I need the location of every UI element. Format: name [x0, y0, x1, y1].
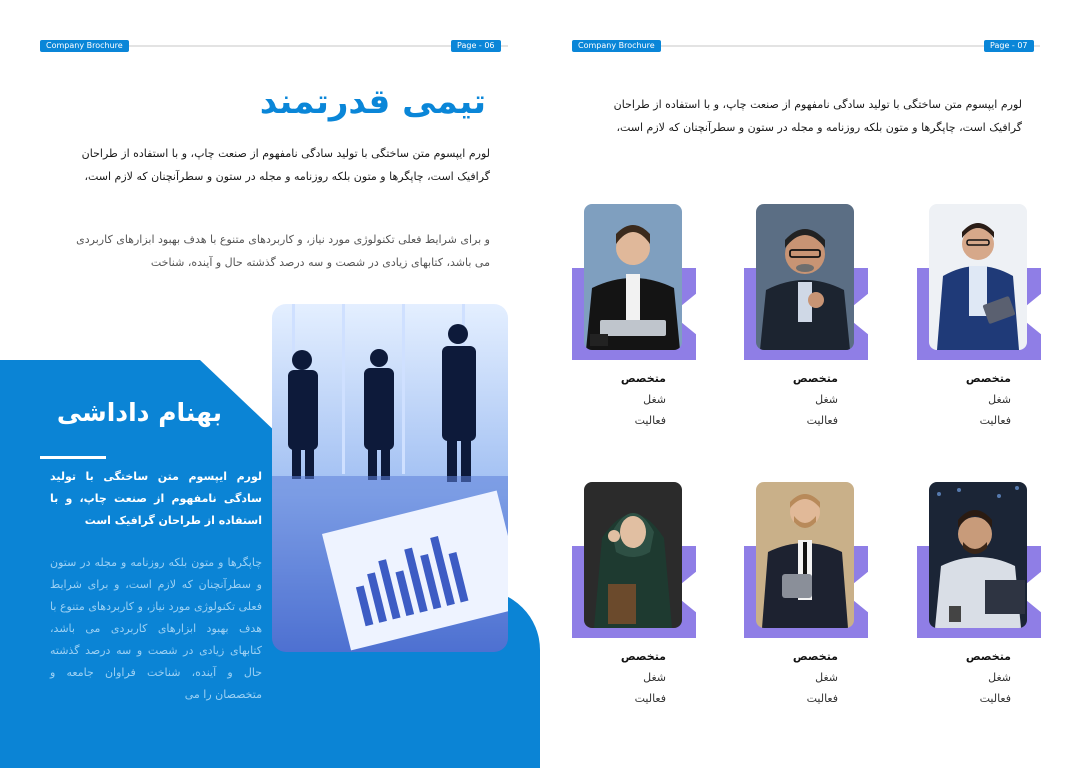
member-role: متخصص: [965, 372, 1011, 385]
man-beard-suit-photo-icon: [756, 482, 854, 628]
profile-name: بهنام داداشی: [56, 398, 222, 427]
intro-paragraph: لورم ایپسوم متن ساختگی با تولید سادگی نامفهوم از صنعت چاپ، و با استفاده از طراحان گرافیک است، چاپگرها و متون بلکه روزنامه و مجله در ستون و سطرآنچنان که لازم است،: [81, 147, 490, 183]
member-photo: [756, 482, 854, 628]
profile-summary: لورم ایپسوم متن ساختگی با تولید سادگی نامفهوم از صنعت چاپ، و با استفاده از طراحان گرافیک است: [50, 470, 262, 527]
member-job: شغل: [988, 671, 1011, 684]
member-photo: [929, 482, 1027, 628]
member-role: متخصص: [792, 650, 838, 663]
team-member-card: [917, 482, 1041, 722]
member-activity: فعالیت: [979, 692, 1011, 705]
member-photo: [584, 204, 682, 350]
intro-paragraph: لورم ایپسوم متن ساختگی با تولید سادگی نامفهوم از صنعت چاپ، و با استفاده از طراحان گرافیک است، چاپگرها و متون بلکه روزنامه و مجله در ستون و سطرآنچنان که لازم است،: [613, 98, 1022, 134]
member-job: شغل: [643, 393, 666, 406]
member-activity: فعالیت: [634, 414, 666, 427]
member-activity: فعالیت: [634, 692, 666, 705]
team-member-card: [744, 204, 868, 444]
member-role: متخصص: [792, 372, 838, 385]
member-photo: [756, 204, 854, 350]
team-member-card: [744, 482, 868, 722]
right-page: [540, 0, 1080, 768]
member-activity: فعالیت: [979, 414, 1011, 427]
business-meeting-photo-icon: [272, 304, 508, 652]
man-tablet-photo-icon: [929, 204, 1027, 350]
member-job: شغل: [815, 393, 838, 406]
member-photo: [929, 204, 1027, 350]
member-role: متخصص: [620, 650, 666, 663]
man-glasses-suit-photo-icon: [756, 204, 854, 350]
member-activity: فعالیت: [806, 692, 838, 705]
team-member-card: [572, 482, 696, 722]
secondary-paragraph: و برای شرایط فعلی تکنولوژی مورد نیاز، و کاربردهای متنوع با هدف بهبود ابزارهای کاربردی می باشد، کتابهای زیادی در شصت و سه درصد گذشته حال و آینده، شناخت: [76, 233, 490, 269]
page-title: تیمی قدرتمند: [259, 82, 486, 122]
meeting-photo: [272, 304, 508, 652]
name-underline: [40, 456, 106, 459]
member-activity: فعالیت: [806, 414, 838, 427]
header-tag: Company Brochure: [572, 40, 661, 52]
team-member-card: [572, 204, 696, 444]
young-man-laptop-photo-icon: [584, 204, 682, 350]
member-role: متخصص: [965, 650, 1011, 663]
member-job: شغل: [815, 671, 838, 684]
member-job: شغل: [643, 671, 666, 684]
man-laptop-night-photo-icon: [929, 482, 1027, 628]
woman-hijab-photo-icon: [584, 482, 682, 628]
member-job: شغل: [988, 393, 1011, 406]
page-number-tag: Page - 07: [984, 40, 1034, 52]
member-photo: [584, 482, 682, 628]
team-member-card: [917, 204, 1041, 444]
member-role: متخصص: [620, 372, 666, 385]
profile-description: چاپگرها و متون بلکه روزنامه و مجله در ستون و سطرآنچنان که لازم است، و برای شرایط فعلی تکنولوژی مورد نیاز، و کاربردهای متنوع با هدف بهبود ابزارهای کاربردی می باشد، کتابهای زیادی در شصت و سه درصد گذشته حال و آینده، شناخت فراوان جامعه و متخصصان را می: [50, 556, 262, 701]
page-number-tag: Page - 06: [451, 40, 501, 52]
header-tag: Company Brochure: [40, 40, 129, 52]
